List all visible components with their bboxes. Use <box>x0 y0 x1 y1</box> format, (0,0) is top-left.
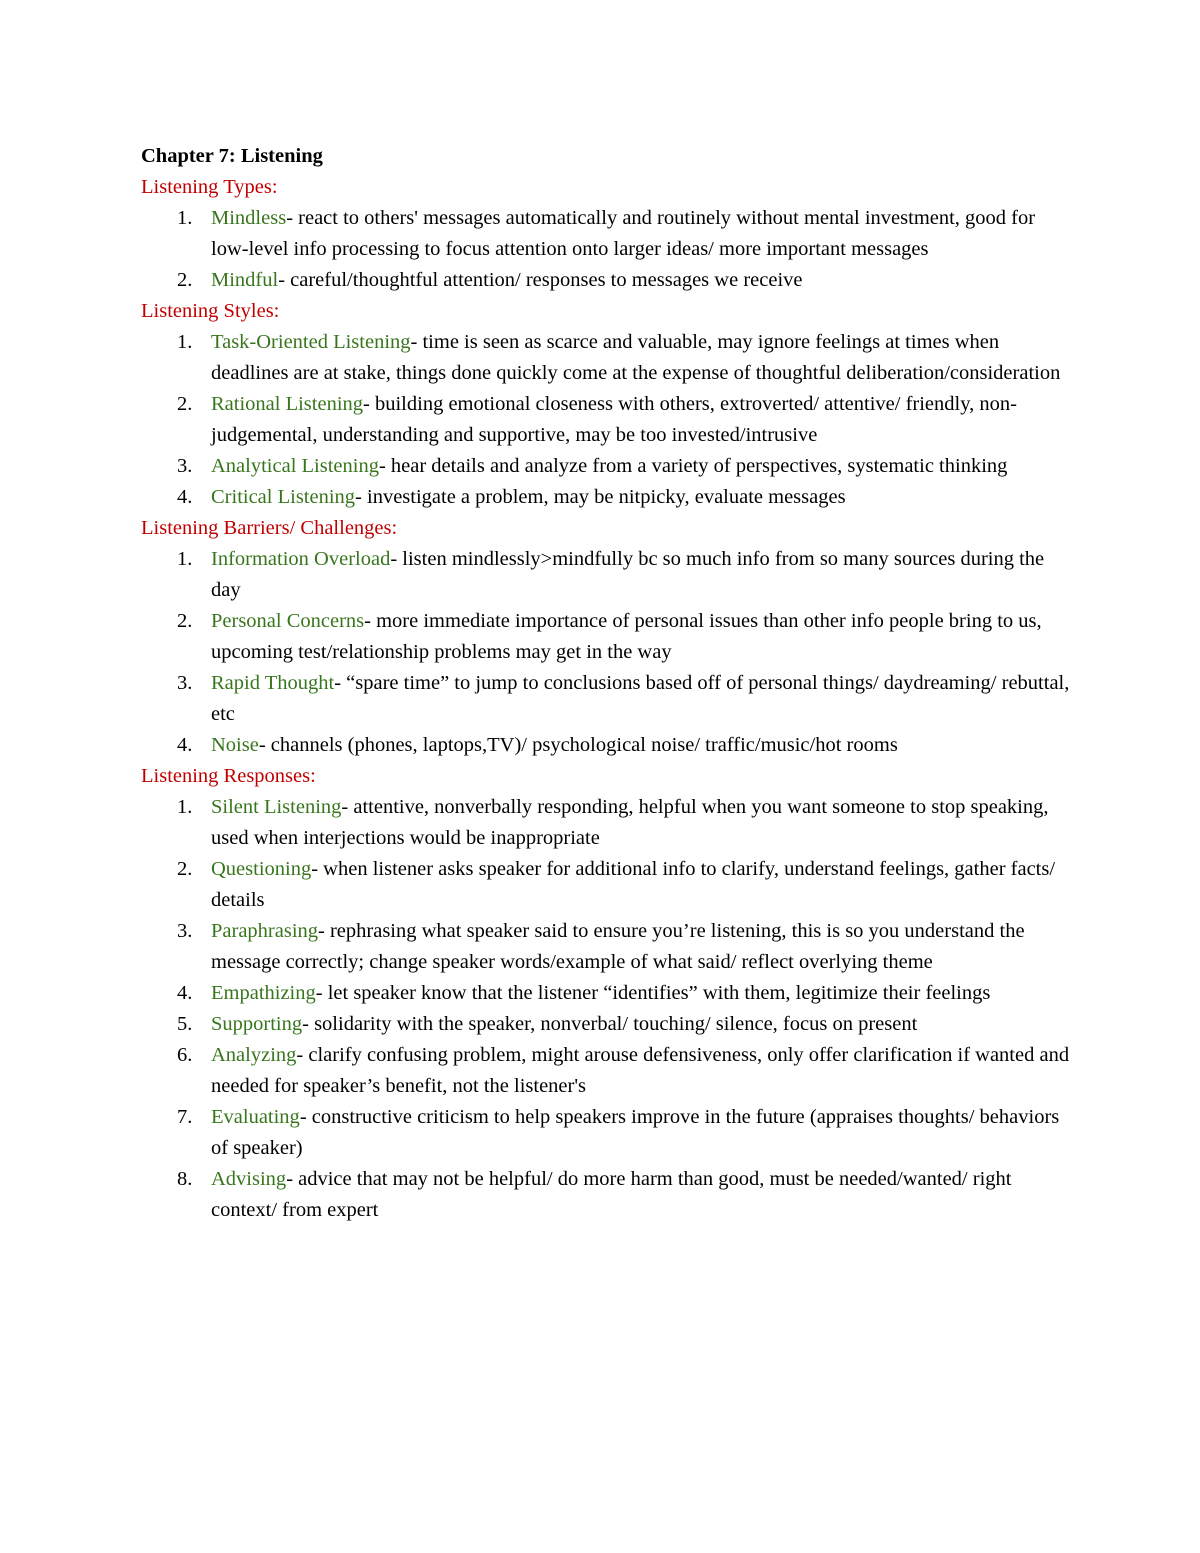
list-number: 4. <box>177 486 193 508</box>
definition: - attentive, nonverbally responding, helpful when you want someone to stop speaking, used when interjections would be inappropriate <box>211 796 1049 849</box>
term: Rational Listening <box>211 393 364 415</box>
list-item <box>141 265 1071 296</box>
list-number: 1. <box>177 331 193 353</box>
section-listening-responses <box>141 761 1071 1226</box>
section-listening-styles <box>141 296 1071 513</box>
term: Silent Listening <box>211 796 342 818</box>
term: Supporting <box>211 1013 303 1035</box>
list-item <box>141 1164 1071 1226</box>
definition: - channels (phones, laptops,TV)/ psychological noise/ traffic/music/hot rooms <box>258 734 898 756</box>
section-heading: Listening Barriers/ Challenges: <box>141 517 398 539</box>
term: Empathizing <box>211 982 316 1004</box>
term: Task-Oriented Listening <box>211 331 411 353</box>
list-item <box>141 544 1071 606</box>
list-item <box>141 668 1071 730</box>
list-number: 3. <box>177 920 193 942</box>
list-number: 1. <box>177 207 193 229</box>
definition: - constructive criticism to help speakers improve in the future (appraises thoughts/ behaviors of speaker) <box>211 1106 1060 1159</box>
term: Noise <box>211 734 259 756</box>
definition: - hear details and analyze from a variety of perspectives, systematic thinking <box>378 455 1008 477</box>
list-number: 2. <box>177 393 193 415</box>
definition: - when listener asks speaker for additional info to clarify, understand feelings, gather facts/ details <box>211 858 1056 911</box>
numbered-list <box>141 327 1071 513</box>
list-item <box>141 482 1071 513</box>
chapter-title: Chapter 7: Listening <box>141 145 323 167</box>
list-number: 1. <box>177 796 193 818</box>
list-item <box>141 978 1071 1009</box>
list-number: 1. <box>177 548 193 570</box>
term: Advising <box>211 1168 287 1190</box>
list-item <box>141 451 1071 482</box>
list-number: 8. <box>177 1168 193 1190</box>
section-heading: Listening Styles: <box>141 300 280 322</box>
numbered-list <box>141 792 1071 1226</box>
list-item <box>141 916 1071 978</box>
list-number: 2. <box>177 269 193 291</box>
list-item <box>141 1009 1071 1040</box>
definition: - careful/thoughtful attention/ responses to messages we receive <box>278 269 803 291</box>
list-item <box>141 792 1071 854</box>
definition: - advice that may not be helpful/ do more harm than good, must be needed/wanted/ right context/ from expert <box>211 1168 1012 1221</box>
list-number: 3. <box>177 455 193 477</box>
term: Information Overload <box>211 548 391 570</box>
list-number: 7. <box>177 1106 193 1128</box>
section-listening-types <box>141 172 1071 296</box>
definition: - clarify confusing problem, might arouse defensiveness, only offer clarification if wanted and needed for speaker’s benefit, not the listener's <box>211 1044 1070 1097</box>
term: Critical Listening <box>211 486 356 508</box>
numbered-list <box>141 544 1071 761</box>
definition: - listen mindlessly>mindfully bc so much info from so many sources during the day <box>211 548 1045 601</box>
list-item <box>141 203 1071 265</box>
section-listening-barriers <box>141 513 1071 761</box>
list-number: 3. <box>177 672 193 694</box>
term: Questioning <box>211 858 312 880</box>
section-heading: Listening Responses: <box>141 765 316 787</box>
term: Analyzing <box>211 1044 297 1066</box>
definition: - solidarity with the speaker, nonverbal/ touching/ silence, focus on present <box>302 1013 918 1035</box>
term: Mindful <box>211 269 279 291</box>
document-page <box>141 141 1071 1226</box>
definition: - time is seen as scarce and valuable, may ignore feelings at times when deadlines are at stake, things done quickly come at the expense of thoughtful deliberation/consideration <box>211 331 1061 384</box>
definition: - let speaker know that the listener “identifies” with them, legitimize their feelings <box>315 982 991 1004</box>
list-number: 4. <box>177 982 193 1004</box>
list-item <box>141 1040 1071 1102</box>
section-heading: Listening Types: <box>141 176 278 198</box>
list-number: 2. <box>177 610 193 632</box>
term: Analytical Listening <box>211 455 379 477</box>
term: Paraphrasing <box>211 920 319 942</box>
list-item <box>141 730 1071 761</box>
term: Rapid Thought <box>211 672 335 694</box>
term: Evaluating <box>211 1106 300 1128</box>
list-item <box>141 854 1071 916</box>
list-item <box>141 327 1071 389</box>
term: Mindless <box>211 207 287 229</box>
list-number: 4. <box>177 734 193 756</box>
list-number: 6. <box>177 1044 193 1066</box>
list-item <box>141 606 1071 668</box>
list-number: 5. <box>177 1013 193 1035</box>
list-number: 2. <box>177 858 193 880</box>
definition: - “spare time” to jump to conclusions based off of personal things/ daydreaming/ rebuttal, etc <box>211 672 1070 725</box>
definition: - react to others' messages automatically and routinely without mental investment, good for low-level info processing to focus attention onto larger ideas/ more important messages <box>211 207 1036 260</box>
numbered-list <box>141 203 1071 296</box>
definition: - investigate a problem, may be nitpicky, evaluate messages <box>355 486 846 508</box>
term: Personal Concerns <box>211 610 365 632</box>
definition: - more immediate importance of personal issues than other info people bring to us, upcoming test/relationship problems may get in the way <box>211 610 1042 663</box>
definition: - rephrasing what speaker said to ensure you’re listening, this is so you understand the message correctly; change speaker words/example of what said/ reflect overlying theme <box>211 920 1025 973</box>
list-item <box>141 1102 1071 1164</box>
definition: - building emotional closeness with others, extroverted/ attentive/ friendly, non-judgemental, understanding and supportive, may be too invested/intrusive <box>211 393 1017 446</box>
list-item <box>141 389 1071 451</box>
